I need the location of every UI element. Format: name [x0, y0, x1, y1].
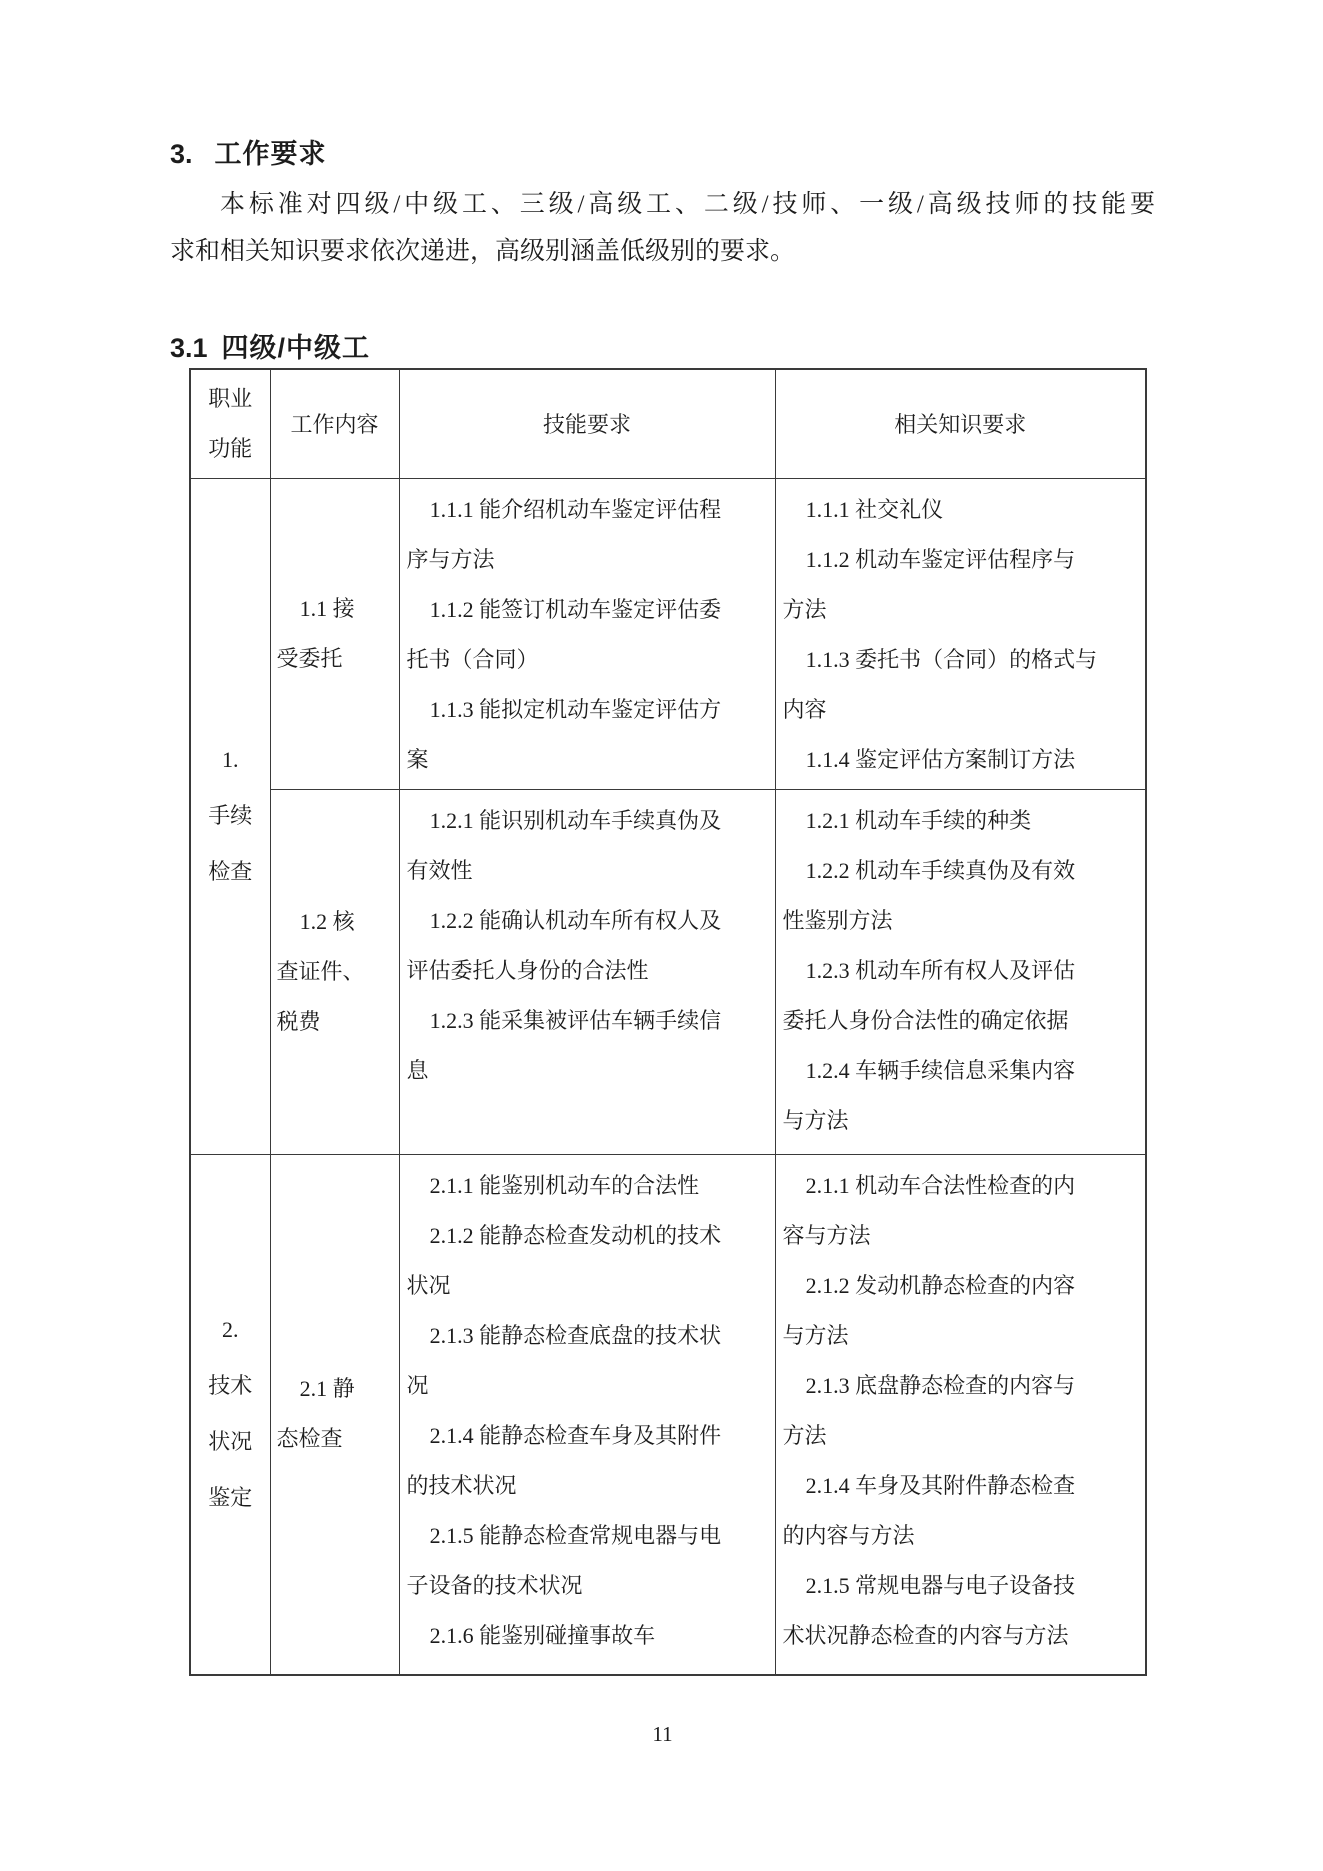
page-number: 11 — [652, 1722, 673, 1746]
cell-skills-1-1: 1.1.1 能介绍机动车鉴定评估程 序与方法 1.1.2 能签订机动车鉴定评估委 托书（合同） 1.1.3 能拟定机动车鉴定评估方 案 — [399, 478, 775, 789]
table-row — [190, 478, 1146, 789]
subsection-title: 四级/中级工 — [221, 333, 371, 363]
requirements-table — [189, 368, 1147, 1676]
table-header-row — [190, 369, 1146, 478]
cell-skills-1-2: 1.2.1 能识别机动车手续真伪及 有效性 1.2.2 能确认机动车所有权人及 评估委托人身份的合法性 1.2.3 能采集被评估车辆手续信 息 — [399, 789, 775, 1154]
cell-work-1-2: 1.2 核 查证件、 税费 — [270, 789, 399, 1154]
table-row — [190, 789, 1146, 1154]
cell-skills-2-1: 2.1.1 能鉴别机动车的合法性 2.1.2 能静态检查发动机的技术 状况 2.1.3 能静态检查底盘的技术状 况 2.1.4 能静态检查车身及其附件 的技术状况 2.1.5 能静态检查常规电器与电 子设备的技术状况 2.1.6 能鉴别碰撞事故车 — [399, 1154, 775, 1675]
cell-work-1-1: 1.1 接 受委托 — [270, 478, 399, 789]
subsection-heading — [170, 326, 370, 365]
subsection-number: 3.1 — [170, 333, 208, 363]
cell-knowledge-2-1: 2.1.1 机动车合法性检查的内 容与方法 2.1.2 发动机静态检查的内容 与方法 2.1.3 底盘静态检查的内容与 方法 2.1.4 车身及其附件静态检查 的内容与方法 2.1.5 常规电器与电子设备技 术状况静态检查的内容与方法 — [775, 1154, 1146, 1675]
cell-knowledge-1-1: 1.1.1 社交礼仪 1.1.2 机动车鉴定评估程序与 方法 1.1.3 委托书（合同）的格式与 内容 1.1.4 鉴定评估方案制订方法 — [775, 478, 1146, 789]
cell-knowledge-1-2: 1.2.1 机动车手续的种类 1.2.2 机动车手续真伪及有效 性鉴别方法 1.2.3 机动车所有权人及评估 委托人身份合法性的确定依据 1.2.4 车辆手续信息采集内容 与方法 — [775, 789, 1146, 1154]
table-row — [190, 1154, 1146, 1675]
col-header-occupational-function: 职业 功能 — [190, 369, 270, 478]
col-header-work-content: 工作内容 — [270, 369, 399, 478]
intro-paragraph: 本标准对四级/中级工、三级/高级工、二级/技师、一级/高级技师的技能要 求和相关知识要求依次递进，高级别涵盖低级别的要求。 — [170, 191, 1155, 265]
col-header-skill-requirements: 技能要求 — [399, 369, 775, 478]
cell-work-2-1: 2.1 静 态检查 — [270, 1154, 399, 1675]
col-header-knowledge-requirements: 相关知识要求 — [775, 369, 1146, 478]
cell-function-2: 2. 技术 状况 鉴定 — [190, 1154, 270, 1675]
section-heading — [170, 132, 327, 171]
cell-function-1: 1. 手续 检查 — [190, 478, 270, 1154]
section-number: 3. — [170, 139, 193, 169]
section-title: 工作要求 — [214, 139, 327, 169]
